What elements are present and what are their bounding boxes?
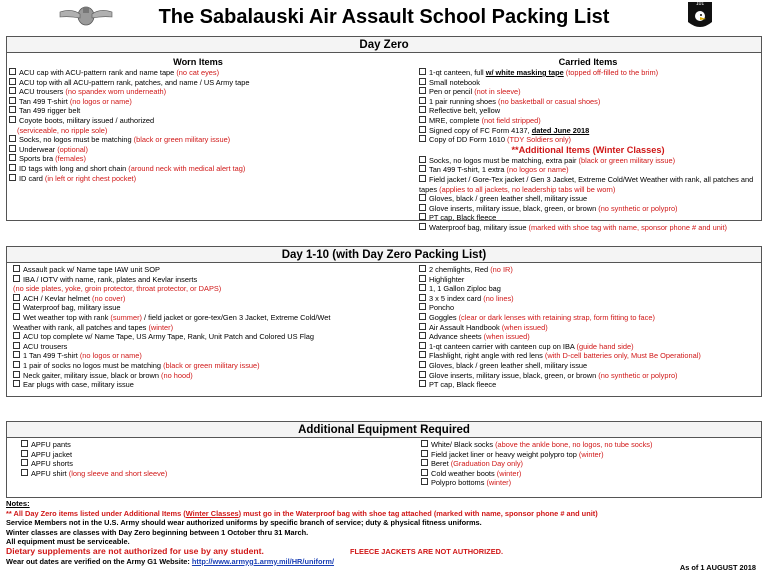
additional-equipment-item-text: Polypro bottoms bbox=[431, 478, 487, 488]
checkbox-icon[interactable] bbox=[21, 469, 28, 476]
checkbox-icon[interactable] bbox=[419, 106, 426, 113]
carried-item-text: 1 pair running shoes bbox=[429, 96, 499, 106]
additional-winter-item bbox=[419, 156, 757, 166]
checkbox-icon[interactable] bbox=[9, 164, 16, 171]
day-1-10-item-text: 2 chemlights, Red bbox=[429, 265, 491, 274]
day-1-10-item-note: (no side plates, yoke, groin protector, throat protector, or DAPS) bbox=[13, 284, 222, 294]
checkbox-icon[interactable] bbox=[419, 351, 426, 358]
day-1-10-item-text: Wet weather top with rank bbox=[23, 312, 111, 322]
day-1-10-item-note: (clear or dark lenses with retaining strap, form fitting to face) bbox=[458, 312, 655, 322]
day-1-10-item bbox=[13, 323, 413, 333]
checkbox-icon[interactable] bbox=[13, 361, 20, 368]
day-1-10-item bbox=[419, 361, 759, 371]
notes-line-1: ** All Day Zero items listed under Additional Items (Winter Classes) must go in the Waterproof bag with shoe tag attached (marked with name, sponsor phone # and unit) bbox=[6, 508, 598, 518]
checkbox-icon[interactable] bbox=[9, 174, 16, 181]
badge-right-text bbox=[688, 0, 712, 6]
checkbox-icon[interactable] bbox=[13, 313, 20, 320]
checkbox-icon[interactable] bbox=[419, 213, 426, 220]
checkbox-icon[interactable] bbox=[419, 116, 426, 123]
additional-items-heading: **Additional Items (Winter Classes) bbox=[511, 144, 665, 155]
worn-item-note: (no spandex worn underneath) bbox=[65, 87, 167, 97]
carried-item bbox=[419, 126, 757, 136]
carried-item-text: Pen or pencil bbox=[429, 87, 475, 97]
day-1-10-item bbox=[419, 284, 759, 294]
carried-item-text: Signed copy of FC Form 4137, bbox=[429, 125, 532, 135]
checkbox-icon[interactable] bbox=[419, 68, 426, 75]
checkbox-icon[interactable] bbox=[419, 165, 426, 172]
additional-winter-item bbox=[419, 223, 757, 233]
additional-winter-item-text: Field jacket / Gore-Tex jacket / Gen 3 Jacket, Extreme Cold/Wet Weather with rank, all patches and tapes bbox=[419, 174, 754, 194]
day-1-10-item-note: (no hood) bbox=[161, 370, 193, 380]
checkbox-icon[interactable] bbox=[13, 342, 20, 349]
checkbox-icon[interactable] bbox=[419, 332, 426, 339]
day-1-10-section bbox=[6, 263, 762, 397]
worn-item bbox=[9, 87, 387, 97]
additional-winter-item bbox=[419, 165, 757, 175]
additional-winter-item-text: Gloves, black / green leather shell, military issue bbox=[429, 194, 588, 204]
additional-winter-item-note: (no logos or name) bbox=[506, 165, 569, 175]
notes-line-6: Wear out dates are verified on the Army G1 Website: http://www.armyg1.army.mil/HR/uniform/ bbox=[6, 556, 335, 566]
additional-winter-item bbox=[419, 213, 757, 223]
additional-equipment-item-text: APFU jacket bbox=[31, 449, 73, 459]
worn-item bbox=[9, 126, 387, 136]
checkbox-icon[interactable] bbox=[13, 380, 20, 387]
checkbox-icon[interactable] bbox=[419, 361, 426, 368]
checkbox-icon[interactable] bbox=[13, 294, 20, 301]
additional-equipment-item bbox=[21, 450, 401, 460]
checkbox-icon[interactable] bbox=[9, 97, 16, 104]
day-zero-section bbox=[6, 53, 762, 232]
checkbox-icon[interactable] bbox=[419, 223, 426, 230]
additional-winter-item-text: PT cap, Black fleece bbox=[429, 213, 497, 223]
day-1-10-item-note: (guide hand side) bbox=[576, 341, 634, 351]
checkbox-icon[interactable] bbox=[9, 135, 16, 142]
checkbox-icon[interactable] bbox=[419, 284, 426, 291]
day-1-10-item-text: 1-qt canteen carrier with canteen cup on IBA bbox=[429, 341, 577, 351]
additional-equipment-item-note: (winter) bbox=[496, 468, 522, 478]
carried-item bbox=[419, 135, 757, 145]
additional-winter-item-note: (no synthetic or polypro) bbox=[598, 203, 678, 213]
day-1-10-item bbox=[13, 361, 413, 371]
additional-equipment-band: Additional Equipment Required bbox=[6, 421, 762, 438]
worn-item-note: (no cat eyes) bbox=[176, 68, 220, 77]
checkbox-icon[interactable] bbox=[421, 440, 428, 447]
day-1-10-item bbox=[13, 313, 413, 323]
carried-items-heading: Carried Items bbox=[558, 57, 618, 67]
checkbox-icon[interactable] bbox=[13, 275, 20, 282]
checkbox-icon[interactable] bbox=[9, 78, 16, 85]
day-1-10-item bbox=[419, 303, 759, 313]
checkbox-icon[interactable] bbox=[13, 303, 20, 310]
day-1-10-item-text: Ear plugs with case, military issue bbox=[23, 380, 134, 390]
day-1-10-right-list bbox=[419, 265, 759, 390]
day-1-10-item bbox=[13, 265, 413, 275]
day-1-10-item-text: ACU trousers bbox=[23, 341, 68, 351]
day-1-10-item-note: (no lines) bbox=[483, 293, 514, 303]
worn-item-note: (optional) bbox=[57, 144, 89, 154]
day-1-10-item bbox=[419, 323, 759, 333]
additional-winter-item bbox=[419, 175, 757, 194]
day-1-10-item bbox=[419, 313, 759, 323]
additional-equipment-item-note: (above the ankle bone, no logos, no tube socks) bbox=[495, 440, 653, 449]
checkbox-icon[interactable] bbox=[419, 204, 426, 211]
worn-item-text: Sports bra bbox=[19, 154, 56, 164]
additional-right-list bbox=[421, 440, 759, 488]
day-1-10-item-text: IBA / IOTV with name, rank, plates and Kevlar inserts bbox=[23, 274, 198, 284]
notes-label: Notes: bbox=[6, 499, 30, 508]
additional-winter-item-note: (marked with shoe tag with name, sponsor phone # and unit) bbox=[528, 222, 727, 232]
svg-text:101: 101 bbox=[695, 1, 705, 6]
notes-line-5: Dietary supplements are not authorized for use by any student. bbox=[6, 545, 264, 556]
page-title: The Sabalauski Air Assault School Packing List bbox=[158, 6, 610, 28]
carried-item-note: (not field stripped) bbox=[481, 115, 541, 125]
carried-item-text: Copy of DD Form 1610 bbox=[429, 135, 508, 145]
checkbox-icon[interactable] bbox=[421, 459, 428, 466]
carried-item-note: (topped off-filled to the brim) bbox=[563, 68, 659, 77]
additional-equipment-item-text: Cold weather boots bbox=[431, 468, 497, 478]
day-1-10-item bbox=[419, 342, 759, 352]
worn-item bbox=[9, 78, 387, 88]
additional-equipment-item-note: (winter) bbox=[578, 449, 604, 459]
day-1-10-item-note: (when issued) bbox=[501, 322, 548, 332]
checkbox-icon[interactable] bbox=[9, 87, 16, 94]
checkbox-icon[interactable] bbox=[419, 135, 426, 142]
checkbox-icon[interactable] bbox=[9, 68, 16, 75]
worn-item bbox=[9, 164, 387, 174]
day-1-10-item-text: Flashlight, right angle with red lens bbox=[429, 351, 545, 361]
worn-item bbox=[9, 106, 387, 116]
day-1-10-left-list bbox=[13, 265, 413, 390]
day-1-10-item-note: (when issued) bbox=[483, 332, 530, 342]
worn-item bbox=[9, 97, 387, 107]
day-1-10-item-text: Assault pack w/ Name tape IAW unit SOP bbox=[23, 265, 160, 274]
worn-item-note: (black or green military issue) bbox=[133, 135, 231, 145]
checkbox-icon[interactable] bbox=[13, 351, 20, 358]
day-1-10-item-text: 1 pair of socks no logos must be matching bbox=[23, 360, 164, 370]
day-1-10-item bbox=[13, 351, 413, 361]
day-1-10-item-text: Glove inserts, military issue, black, green, or brown bbox=[429, 370, 599, 380]
day-1-10-item bbox=[13, 303, 413, 313]
checkbox-icon[interactable] bbox=[419, 342, 426, 349]
notes-line-2: Service Members not in the U.S. Army should wear authorized uniforms by specific branch of service; duty & physical fitness uniforms. bbox=[6, 518, 482, 528]
worn-item-text: ACU trousers bbox=[19, 87, 66, 97]
worn-item bbox=[9, 154, 387, 164]
checkbox-icon[interactable] bbox=[13, 265, 20, 272]
additional-equipment-item-note: (Graduation Day only) bbox=[450, 459, 524, 469]
worn-item-text: Coyote boots, military issued / authorized bbox=[19, 115, 155, 125]
worn-item-note: (serviceable, no ripple sole) bbox=[17, 125, 108, 135]
day-1-10-item-text: Advance sheets bbox=[429, 332, 484, 342]
day-1-10-item bbox=[419, 265, 759, 275]
additional-right-column bbox=[421, 440, 759, 488]
worn-items-list bbox=[9, 68, 387, 183]
worn-item-note: (in left or right chest pocket) bbox=[44, 173, 137, 183]
worn-item bbox=[9, 135, 387, 145]
checkbox-icon[interactable] bbox=[419, 371, 426, 378]
checkbox-icon[interactable] bbox=[419, 294, 426, 301]
checkbox-icon[interactable] bbox=[419, 175, 426, 182]
additional-winter-item-text: Glove inserts, military issue, black, green, or brown bbox=[429, 203, 599, 213]
carried-items-list bbox=[419, 68, 757, 145]
worn-item-note: (females) bbox=[55, 154, 86, 164]
day-1-10-item-note: (summer) bbox=[110, 312, 142, 322]
checkbox-icon[interactable] bbox=[21, 459, 28, 466]
checkbox-icon[interactable] bbox=[419, 313, 426, 320]
additional-equipment-item-note: (long sleeve and short sleeve) bbox=[68, 468, 168, 478]
checkbox-icon[interactable] bbox=[421, 478, 428, 485]
additional-equipment-item bbox=[421, 450, 759, 460]
worn-item bbox=[9, 68, 387, 78]
day-1-10-item-text: 1 Tan 499 T-shirt bbox=[23, 351, 80, 361]
day-1-10-item bbox=[419, 294, 759, 304]
notes-line-3: Winter classes are classes with Day Zero beginning between 1 October thru 31 March. bbox=[6, 527, 309, 537]
additional-winter-item-note: (black or green military issue) bbox=[578, 155, 676, 165]
worn-item-text: ID tags with long and short chain bbox=[19, 163, 129, 173]
day-1-10-item bbox=[419, 380, 759, 390]
additional-equipment-item bbox=[421, 469, 759, 479]
day-1-10-item-note: (black or green military issue) bbox=[163, 360, 260, 370]
additional-equipment-section bbox=[6, 438, 762, 498]
carried-item-emphasis: dated June 2018 bbox=[531, 125, 590, 135]
checkbox-icon[interactable] bbox=[9, 106, 16, 113]
day-1-10-item bbox=[13, 284, 413, 294]
day-1-10-item-text: 1, 1 Gallon Ziploc bag bbox=[429, 284, 501, 294]
worn-item-text: Socks, no logos must be matching bbox=[19, 135, 134, 145]
carried-items-column bbox=[419, 57, 757, 233]
worn-item-text: Tan 499 T-shirt bbox=[19, 96, 70, 106]
checkbox-icon[interactable] bbox=[419, 265, 426, 272]
additional-equipment-item-text: Beret bbox=[431, 459, 451, 469]
worn-item-text: Tan 499 rigger belt bbox=[19, 106, 81, 116]
checkbox-icon[interactable] bbox=[421, 469, 428, 476]
checkbox-icon[interactable] bbox=[9, 145, 16, 152]
additional-winter-item-text: Tan 499 T-shirt, 1 extra bbox=[429, 165, 507, 175]
day-1-10-item-note: (winter) bbox=[148, 322, 174, 332]
worn-item bbox=[9, 145, 387, 155]
day-1-10-band: Day 1-10 (with Day Zero Packing List) bbox=[6, 246, 762, 263]
day-1-10-item bbox=[13, 371, 413, 381]
checkbox-icon[interactable] bbox=[419, 303, 426, 310]
day-1-10-item-text: 3 x 5 index card bbox=[429, 293, 484, 303]
worn-item-text: Underwear bbox=[19, 144, 58, 154]
day-1-10-item-note: (with D-cell batteries only, Must Be Operational) bbox=[544, 351, 701, 361]
additional-equipment-item bbox=[421, 459, 759, 469]
day-1-10-left-column bbox=[13, 265, 413, 390]
day-1-10-item bbox=[13, 275, 413, 285]
checkbox-icon[interactable] bbox=[13, 371, 20, 378]
day-1-10-item-text: / field jacket or gore-tex/Gen 3 Jacket, Extreme Cold/Wet bbox=[142, 312, 331, 322]
day-1-10-item-text: Poncho bbox=[429, 303, 455, 313]
checkbox-icon[interactable] bbox=[419, 194, 426, 201]
day-1-10-item bbox=[419, 351, 759, 361]
carried-item-emphasis: w/ white masking tape bbox=[485, 68, 564, 77]
day-1-10-item-text: Gloves, black / green leather shell, military issue bbox=[429, 360, 588, 370]
checkbox-icon[interactable] bbox=[419, 78, 426, 85]
checkbox-icon[interactable] bbox=[419, 156, 426, 163]
day-1-10-item-note: (no logos or name) bbox=[79, 351, 142, 361]
day-1-10-item-text: ACU top complete w/ Name Tape, US Army Tape, Rank, Unit Patch and Colored US Flag bbox=[23, 332, 314, 342]
carried-item bbox=[419, 116, 757, 126]
carried-item-text: 1-qt canteen, full bbox=[429, 68, 486, 77]
additional-equipment-item-text: APFU pants bbox=[31, 440, 71, 449]
screaming-eagle-patch-icon bbox=[686, 2, 714, 32]
worn-item-text: ACU cap with ACU-pattern rank and name tape bbox=[19, 68, 177, 77]
worn-item-text: ID card bbox=[19, 173, 45, 183]
checkbox-icon[interactable] bbox=[419, 380, 426, 387]
carried-item-text: MRE, complete bbox=[429, 115, 482, 125]
additional-left-column bbox=[21, 440, 401, 478]
worn-item-text: ACU top with all ACU-pattern rank, patches, and name / US Army tape bbox=[19, 77, 250, 87]
notes-line-4: All equipment must be serviceable. bbox=[6, 537, 130, 547]
carried-item bbox=[419, 78, 757, 88]
checkbox-icon[interactable] bbox=[419, 97, 426, 104]
carried-item-note: (no basketball or casual shoes) bbox=[498, 96, 601, 106]
day-zero-band: Day Zero bbox=[6, 36, 762, 53]
checkbox-icon[interactable] bbox=[21, 440, 28, 447]
checkbox-icon[interactable] bbox=[21, 450, 28, 457]
page-header bbox=[0, 0, 768, 36]
checkbox-icon[interactable] bbox=[421, 450, 428, 457]
as-of-date: As of 1 AUGUST 2018 bbox=[679, 563, 756, 572]
carried-item-note: (not in sleeve) bbox=[474, 87, 521, 97]
notes-block bbox=[6, 499, 762, 566]
worn-item-note: (around neck with medical alert tag) bbox=[128, 163, 246, 173]
additional-equipment-item bbox=[421, 440, 759, 450]
carried-item bbox=[419, 106, 757, 116]
carried-item-note: (TDY Soldiers only) bbox=[507, 135, 571, 145]
additional-items-list bbox=[419, 156, 757, 233]
worn-item-note: (no logos or name) bbox=[69, 96, 132, 106]
worn-item bbox=[9, 174, 387, 184]
additional-winter-item bbox=[419, 204, 757, 214]
checkbox-icon[interactable] bbox=[9, 154, 16, 161]
checkbox-icon[interactable] bbox=[419, 323, 426, 330]
day-1-10-item bbox=[419, 332, 759, 342]
additional-equipment-item-text: APFU shirt bbox=[31, 468, 69, 478]
additional-equipment-item-note: (winter) bbox=[486, 478, 512, 488]
day-1-10-item bbox=[13, 342, 413, 352]
additional-equipment-item bbox=[421, 478, 759, 488]
day-1-10-item-text: Air Assault Handbook bbox=[429, 322, 502, 332]
carried-item bbox=[419, 87, 757, 97]
fleece-warning: FLEECE JACKETS ARE NOT AUTHORIZED. bbox=[350, 547, 504, 556]
day-1-10-item-text: PT cap, Black fleece bbox=[429, 380, 497, 390]
day-1-10-item bbox=[13, 294, 413, 304]
carried-item bbox=[419, 97, 757, 107]
additional-equipment-item-text: APFU shorts bbox=[31, 459, 73, 469]
day-1-10-item-text: Weather with rank, all patches and tapes bbox=[13, 322, 149, 332]
carried-item bbox=[419, 68, 757, 78]
checkbox-icon[interactable] bbox=[419, 275, 426, 282]
additional-equipment-item bbox=[21, 459, 401, 469]
additional-left-list bbox=[21, 440, 401, 478]
additional-equipment-item-text: White/ Black socks bbox=[431, 440, 496, 449]
army-g1-uniform-link[interactable]: http://www.armyg1.army.mil/HR/uniform/ bbox=[191, 556, 335, 566]
day-1-10-item-text: ACH / Kevlar helmet bbox=[23, 293, 93, 303]
day-1-10-item-note: (no IR) bbox=[490, 265, 513, 274]
checkbox-icon[interactable] bbox=[9, 116, 16, 123]
checkbox-icon[interactable] bbox=[419, 87, 426, 94]
worn-item bbox=[9, 116, 387, 126]
worn-items-column bbox=[9, 57, 387, 183]
checkbox-icon[interactable] bbox=[419, 126, 426, 133]
day-1-10-item-text: Goggles bbox=[429, 312, 459, 322]
additional-winter-item-text: Waterproof bag, military issue bbox=[429, 222, 529, 232]
day-1-10-item bbox=[419, 275, 759, 285]
day-1-10-item bbox=[13, 380, 413, 390]
day-1-10-item-note: (no synthetic or polypro) bbox=[598, 370, 678, 380]
day-1-10-item bbox=[13, 332, 413, 342]
day-1-10-item-text: Waterproof bag, military issue bbox=[23, 303, 121, 313]
additional-winter-item bbox=[419, 194, 757, 204]
additional-equipment-item-text: Field jacket liner or heavy weight polypro top bbox=[431, 449, 579, 459]
day-1-10-item-text: Neck gaiter, military issue, black or brown bbox=[23, 370, 162, 380]
checkbox-icon[interactable] bbox=[13, 332, 20, 339]
additional-equipment-item bbox=[21, 469, 401, 479]
day-1-10-item bbox=[419, 371, 759, 381]
day-1-10-item-note: (no cover) bbox=[92, 293, 126, 303]
additional-equipment-item bbox=[21, 440, 401, 450]
additional-winter-item-text: Socks, no logos must be matching, extra pair bbox=[429, 155, 579, 165]
carried-item-text: Small notebook bbox=[429, 77, 480, 87]
day-1-10-right-column bbox=[419, 265, 759, 390]
additional-winter-item-note: (applies to all jackets, no leadership tabs will be worn) bbox=[439, 184, 616, 194]
day-1-10-item-text: Highlighter bbox=[429, 274, 465, 284]
carried-item-text: Reflective belt, yellow bbox=[429, 106, 501, 116]
worn-items-heading: Worn Items bbox=[173, 57, 223, 67]
